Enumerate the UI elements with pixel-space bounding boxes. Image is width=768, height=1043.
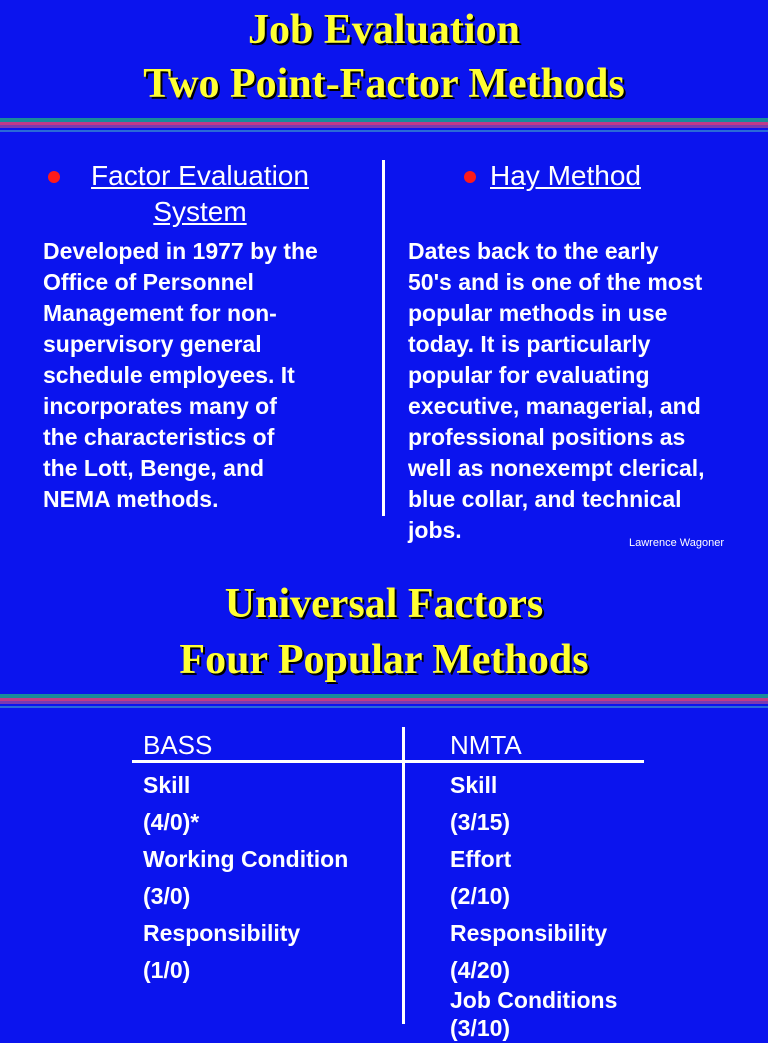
right-body: Dates back to the early 50's and is one of the most popular methods in use today. It is particularly popular for evaluating executive, managerial, and professional positions as well as nonexempt clerical, blue collar, and technical jobs. xyxy=(408,238,705,543)
right-bullet-dot xyxy=(464,171,476,183)
nmta-row-7: Job Conditions xyxy=(450,987,618,1013)
nmta-row-5: Responsibility xyxy=(450,920,608,946)
nmta-row-1: Skill xyxy=(450,772,498,798)
nmta-row-3: Effort xyxy=(450,846,512,872)
left-heading-line1: Factor Evaluation xyxy=(91,160,309,191)
bass-row-6: (1/0) xyxy=(143,957,191,983)
left-heading-line2: System xyxy=(153,196,247,227)
bass-row-4: (3/0) xyxy=(143,883,191,909)
bass-row-2: (4/0)* xyxy=(143,809,200,835)
nmta-row-8: (3/10) xyxy=(450,1015,511,1041)
slide1-title-line1: Job Evaluation xyxy=(248,7,520,53)
nmta-column-header: NMTA xyxy=(450,730,522,760)
bass-row-5: Responsibility xyxy=(143,920,301,946)
slide1-column-divider xyxy=(382,160,385,516)
slide1-title-line2: Two Point-Factor Methods xyxy=(143,61,625,107)
nmta-row-6: (4/20) xyxy=(450,957,511,983)
bass-row-3: Working Condition xyxy=(143,846,349,872)
table-column-divider xyxy=(402,727,405,1024)
bass-row-1: Skill xyxy=(143,772,191,798)
author-credit: Lawrence Wagoner xyxy=(629,537,724,549)
table-header-rule xyxy=(132,760,644,763)
nmta-row-4: (2/10) xyxy=(450,883,511,909)
bass-column-header: BASS xyxy=(143,730,213,760)
right-heading: Hay Method xyxy=(490,160,641,191)
left-body: Developed in 1977 by the Office of Personnel Management for non- supervisory general schedule employees. It incorporates many of the characteristics of the Lott, Benge, and NEMA methods. xyxy=(43,238,318,512)
slide2-title-line2: Four Popular Methods xyxy=(179,637,589,683)
nmta-row-2: (3/15) xyxy=(450,809,511,835)
left-heading xyxy=(70,158,330,230)
left-bullet-dot xyxy=(48,171,60,183)
slide2-title-line1: Universal Factors xyxy=(224,581,544,627)
